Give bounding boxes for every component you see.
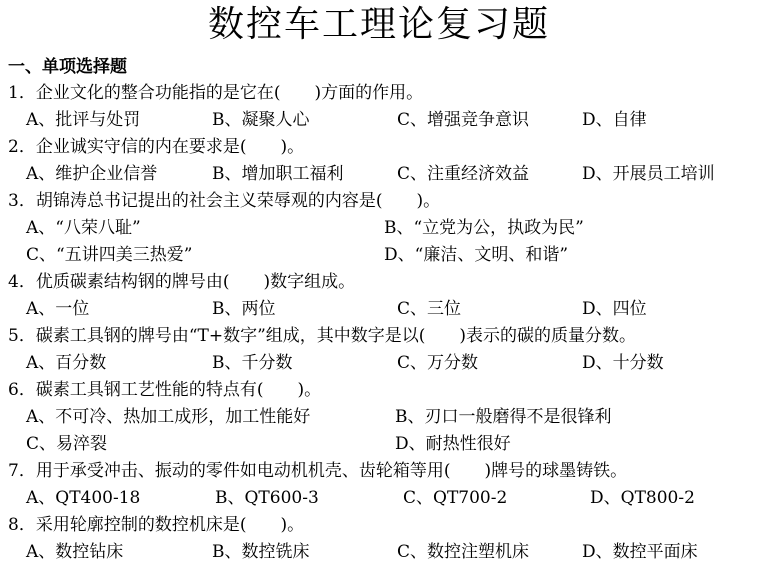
q3-option-c: C、“五讲四美三热爱” bbox=[26, 245, 193, 265]
q3-option-b: B、“立党为公，执政为民” bbox=[384, 218, 584, 238]
q4-option-d: D、四位 bbox=[582, 299, 647, 319]
q6-option-a: A、不可冷、热加工成形，加工性能好 bbox=[26, 407, 311, 427]
question-5: 5．碳素工具钢的牌号由“T+数字”组成，其中数字是以( )表示的碳的质量分数。 bbox=[8, 326, 637, 346]
question-8: 8．采用轮廓控制的数控机床是( )。 bbox=[8, 515, 305, 535]
q6-option-c: C、易淬裂 bbox=[26, 434, 108, 454]
q3-option-a: A、“八荣八耻” bbox=[26, 218, 141, 238]
q1-option-c: C、增强竞争意识 bbox=[397, 110, 530, 130]
q2-option-b: B、增加职工福利 bbox=[212, 164, 344, 184]
q4-option-b: B、两位 bbox=[212, 299, 276, 319]
q8-option-a: A、数控钻床 bbox=[26, 542, 124, 562]
q6-option-b: B、刃口一般磨得不是很锋利 bbox=[395, 407, 612, 427]
q1-option-a: A、批评与处罚 bbox=[26, 110, 141, 130]
q8-option-d: D、数控平面床 bbox=[582, 542, 698, 562]
q7-option-b: B、QT600-3 bbox=[215, 488, 319, 508]
q8-option-b: B、数控铣床 bbox=[212, 542, 310, 562]
q5-option-d: D、十分数 bbox=[582, 353, 664, 373]
question-2: 2．企业诚实守信的内在要求是( )。 bbox=[8, 137, 305, 157]
document-title: 数控车工理论复习题 bbox=[207, 4, 550, 45]
q8-option-c: C、数控注塑机床 bbox=[397, 542, 530, 562]
q1-option-b: B、凝聚人心 bbox=[212, 110, 310, 130]
q3-option-d: D、“廉洁、文明、和谐” bbox=[384, 245, 569, 265]
q5-option-b: B、千分数 bbox=[212, 353, 293, 373]
q7-option-d: D、QT800-2 bbox=[590, 488, 695, 508]
q2-option-d: D、开展员工培训 bbox=[582, 164, 715, 184]
question-6: 6．碳素工具钢工艺性能的特点有( )。 bbox=[8, 380, 322, 400]
q4-option-a: A、一位 bbox=[26, 299, 90, 319]
question-3: 3．胡锦涛总书记提出的社会主义荣辱观的内容是( )。 bbox=[8, 191, 441, 211]
q4-option-c: C、三位 bbox=[397, 299, 462, 319]
q5-option-a: A、百分数 bbox=[26, 353, 107, 373]
q2-option-a: A、维护企业信誉 bbox=[26, 164, 158, 184]
q5-option-c: C、万分数 bbox=[397, 353, 479, 373]
q7-option-c: C、QT700-2 bbox=[403, 488, 508, 508]
question-4: 4．优质碳素结构钢的牌号由( )数字组成。 bbox=[8, 272, 356, 292]
q7-option-a: A、QT400-18 bbox=[26, 488, 141, 508]
q1-option-d: D、自律 bbox=[582, 110, 647, 130]
section-heading: 一、单项选择题 bbox=[8, 57, 127, 77]
question-1: 1．企业文化的整合功能指的是它在( )方面的作用。 bbox=[8, 83, 424, 103]
q2-option-c: C、注重经济效益 bbox=[397, 164, 530, 184]
question-7: 7．用于承受冲击、振动的零件如电动机机壳、齿轮箱等用( )牌号的球墨铸铁。 bbox=[8, 461, 628, 481]
q6-option-d: D、耐热性很好 bbox=[395, 434, 511, 454]
